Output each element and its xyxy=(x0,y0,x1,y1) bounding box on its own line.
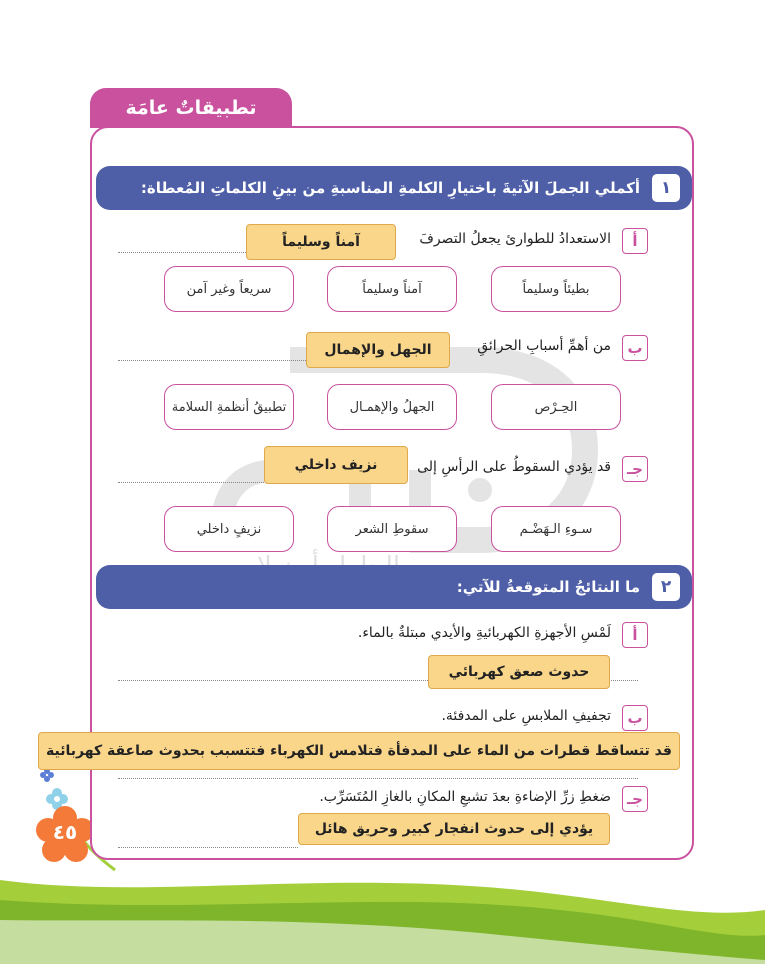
option-1b-1[interactable]: الحِـرْص xyxy=(491,384,621,430)
page-title: تطبيقاتٌ عامَة xyxy=(90,88,292,128)
dotted-line xyxy=(118,360,308,361)
option-1b-2[interactable]: الجهلُ والإهمـال xyxy=(327,384,457,430)
dotted-line xyxy=(118,252,248,253)
dotted-line xyxy=(118,778,638,779)
question-2-text: ما النتائجُ المتوقعةُ للآتي: xyxy=(456,578,640,596)
answer-2c: يؤدي إلى حدوث انفجار كبير وحريق هائل xyxy=(298,813,610,845)
answer-1c: نزيف داخلي xyxy=(264,446,408,484)
question-1-number: ١ xyxy=(652,174,680,202)
answer-1b: الجهل والإهمال xyxy=(306,332,450,368)
page-number: ٤٥ xyxy=(52,820,78,844)
sentence-2c: ضغطِ زرِّ الإضاءةِ بعدَ تشبعِ المكانِ بالغازِ المُتَسَرِّب. xyxy=(319,789,611,805)
item-letter-2c: جـ xyxy=(622,786,648,812)
small-flower-icon xyxy=(40,768,54,782)
dotted-line xyxy=(118,847,298,848)
item-letter-1c: جـ xyxy=(622,456,648,482)
item-letter-2b: ب xyxy=(622,705,648,731)
sentence-2b: تجفيفِ الملابسِ على المدفئة. xyxy=(441,708,611,724)
option-1b-3[interactable]: تطبيقُ أنظمةِ السلامة xyxy=(164,384,294,430)
option-1a-2[interactable]: آمناً وسليماً xyxy=(327,266,457,312)
sentence-2a: لَمْسِ الأجهزةِ الكهربائيةِ والأيدي مبتلةٌ بالماء. xyxy=(357,625,611,641)
option-1a-3[interactable]: سريعاً وغير آمن xyxy=(164,266,294,312)
item-letter-1b: ب xyxy=(622,335,648,361)
item-letter-1a: أ xyxy=(622,228,648,254)
question-1-bar xyxy=(96,166,692,210)
answer-2a: حدوث صعق كهربائي xyxy=(428,655,610,689)
option-1c-1[interactable]: سـوءِ الـهَضْـم xyxy=(491,506,621,552)
answer-2b: قد تتساقط قطرات من الماء على المدفأة فتلامس الكهرباء فتتسبب بحدوث صاعقة كهربائية xyxy=(38,732,680,770)
sentence-1a: الاستعدادُ للطوارئ يجعلُ التصرفَ xyxy=(419,231,611,247)
question-2-bar xyxy=(96,565,692,609)
sentence-1b: من أهمِّ أسبابِ الحرائقِ xyxy=(477,338,611,354)
item-letter-2a: أ xyxy=(622,622,648,648)
dotted-line xyxy=(118,482,268,483)
option-1c-2[interactable]: سقوطِ الشعر xyxy=(327,506,457,552)
answer-1a: آمناً وسليماً xyxy=(246,224,396,260)
option-1c-3[interactable]: نزيفٍ داخلي xyxy=(164,506,294,552)
question-1-text: أكملي الجملَ الآتيةَ باختيارِ الكلمةِ المناسبةِ من بينِ الكلماتِ المُعطاة: xyxy=(140,179,640,197)
sentence-1c: قد يؤدي السقوطُ على الرأسِ إلى xyxy=(417,459,611,475)
option-1a-1[interactable]: بطيئاً وسليماً xyxy=(491,266,621,312)
question-2-number: ٢ xyxy=(652,573,680,601)
